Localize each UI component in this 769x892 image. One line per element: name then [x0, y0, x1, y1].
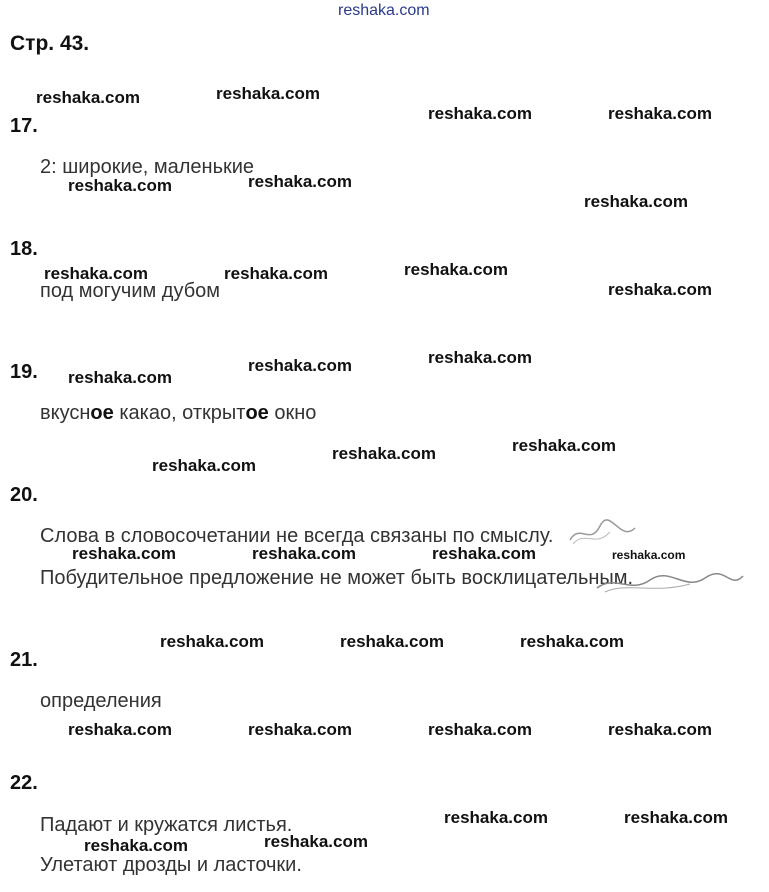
watermark: reshaka.com [608, 280, 712, 299]
watermark: reshaka.com [68, 720, 172, 739]
watermark: reshaka.com [248, 172, 352, 191]
watermark: reshaka.com [608, 720, 712, 739]
watermark: reshaka.com [428, 720, 532, 739]
watermark: reshaka.com [332, 444, 436, 463]
watermark: reshaka.com [68, 368, 172, 387]
watermark: reshaka.com [72, 544, 176, 563]
task-answer-22-line1: Падают и кружатся листья. [40, 814, 293, 836]
watermark: reshaka.com [428, 104, 532, 123]
watermark: reshaka.com [264, 832, 368, 851]
task-answer-18: под могучим дубом [40, 280, 221, 302]
scribble-mark [565, 518, 645, 548]
watermark: reshaka.com [624, 808, 728, 827]
watermark: reshaka.com [608, 104, 712, 123]
task-answer-21: определения [40, 690, 162, 712]
watermark: reshaka.com [36, 88, 140, 107]
watermark: reshaka.com [340, 632, 444, 651]
watermark: reshaka.com [248, 356, 352, 375]
watermark: reshaka.com [404, 260, 508, 279]
watermark: reshaka.com [432, 544, 536, 563]
task-number-21: 21. [10, 649, 38, 671]
task-number-20: 20. [10, 484, 38, 506]
watermark: reshaka.com [520, 632, 624, 651]
task-number-19: 19. [10, 361, 38, 383]
watermark: reshaka.com [160, 632, 264, 651]
watermark: reshaka.com [224, 264, 328, 283]
task-answer-17: 2: широкие, маленькие [40, 156, 255, 178]
page-title: Стр. 43. [10, 32, 90, 55]
watermark: reshaka.com [512, 436, 616, 455]
watermark: reshaka.com [84, 836, 188, 855]
site-watermark: reshaka.com [338, 2, 430, 19]
watermark: reshaka.com [428, 348, 532, 367]
task-answer-22-line2: Улетают дрозды и ласточки. [40, 854, 302, 876]
watermark: reshaka.com [612, 548, 686, 562]
task-answer-20-line2: Побудительное предложение не может быть восклицательным. [40, 567, 634, 589]
watermark: reshaka.com [44, 264, 148, 283]
scribble-mark [595, 570, 745, 596]
watermark: reshaka.com [248, 720, 352, 739]
task-answer-19: вкусное какао, открытое окно [40, 402, 317, 424]
watermark: reshaka.com [152, 456, 256, 475]
watermark: reshaka.com [584, 192, 688, 211]
task-number-22: 22. [10, 772, 38, 794]
watermark: reshaka.com [216, 84, 320, 103]
task-number-18: 18. [10, 238, 38, 260]
task-number-17: 17. [10, 115, 38, 137]
watermark: reshaka.com [444, 808, 548, 827]
watermark: reshaka.com [68, 176, 172, 195]
watermark: reshaka.com [252, 544, 356, 563]
task-answer-20-line1: Слова в словосочетании не всегда связаны по смыслу. [40, 525, 554, 547]
